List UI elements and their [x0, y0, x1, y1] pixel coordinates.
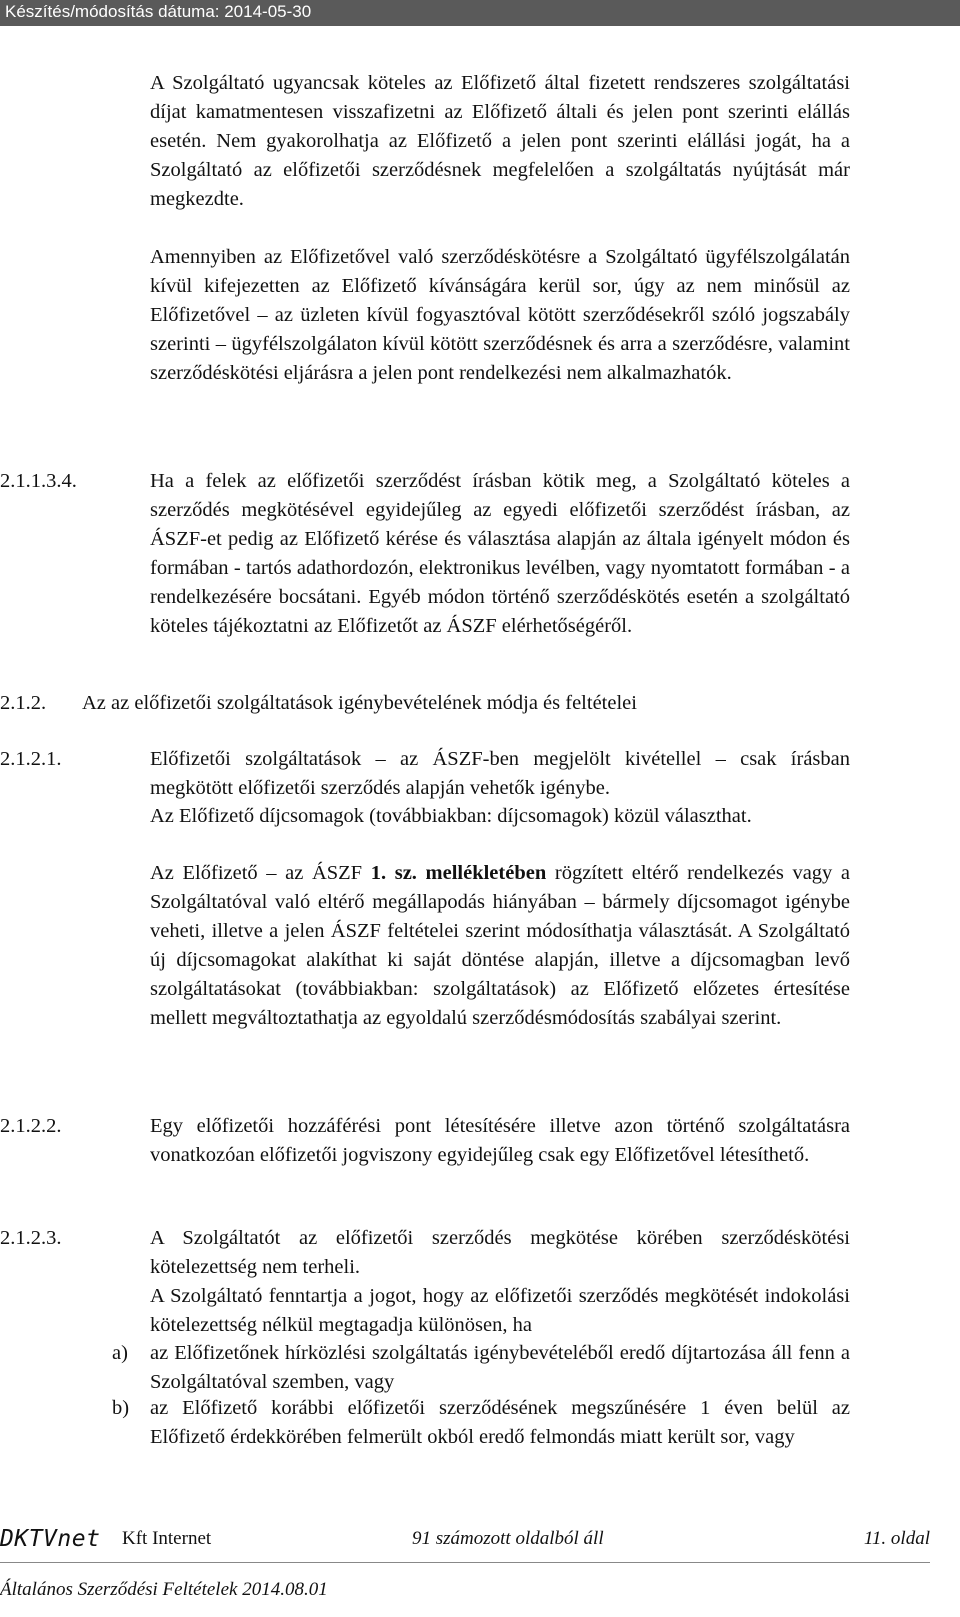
section-2-1-2-2: Egy előfizetői hozzáférési pont létesítésére illetve azon történő szolgáltatásra vonatkozóan előfizetői jogviszony egyidejűleg csak egy Előfizetővel létesíthető. — [150, 1115, 850, 1166]
section-2-1-2-3-a: A Szolgáltatót az előfizetői szerződés megkötése körében szerződéskötési kötelezettség nem terheli. — [150, 1227, 850, 1278]
section-2-1-2-1-a: Előfizetői szolgáltatások – az ÁSZF-ben megjelölt kivétellel – csak írásban megkötött előfizetői szerződés alapján vehetők igénybe. — [150, 748, 850, 799]
section-number: 2.1.2.1. — [0, 748, 62, 770]
page-count: 91 számozott oldalból áll — [412, 1528, 604, 1549]
section-2-1-2-1-b: Az Előfizető díjcsomagok (továbbiakban: díjcsomagok) közül választhat. — [150, 805, 752, 827]
section-number: 2.1.2. — [0, 692, 47, 714]
section-number: 2.1.2.2. — [0, 1115, 62, 1137]
page-footer — [0, 1524, 930, 1554]
section-2-1-2-3-b: A Szolgáltató fenntartja a jogot, hogy az előfizetői szerződés megkötését indokolási kötelezettség nélkül megtagadja különösen, ha — [150, 1285, 850, 1336]
brand-logo: DKTVnet — [0, 1526, 101, 1552]
list-item: az Előfizető korábbi előfizetői szerződésének megszűnésére 1 éven belül az Előfizető érdekkörében felmerült okból eredő felmondás miatt került sor, vagy — [150, 1397, 850, 1448]
paragraph-customer-service: Amennyiben az Előfizetővel való szerződéskötésre a Szolgáltató ügyfélszolgálatán kívül kifejezetten az Előfizető kívánságára kerül sor, úgy az nem minősül az Előfizetővel – az üzleten kívül fogyasztóval kötött szerződésekről szóló jogszabály szerinti – ügyfélszolgálaton kívül kötött szerződésnek és arra a szerződésre, valamint szerződéskötési eljárásra a jelen pont rendelkezési nem alkalmazhatók. — [150, 246, 850, 384]
document-title: Általános Szerződési Feltételek 2014.08.01 — [0, 1579, 328, 1600]
paragraph-refund: A Szolgáltató ugyancsak köteles az Előfizető által fizetett rendszeres szolgáltatási díjat kamatmentesen visszafizetni az Előfizető általi és jelen pont szerinti elállás esetén. Nem gyakorolhatja az Előfizető a jelen pont szerinti elállási jogát, ha a Szolgáltató az előfizetői szerződésnek megfelelően a szolgáltatás nyújtását már megkezdte. — [150, 72, 850, 210]
list-item: az Előfizetőnek hírközlési szolgáltatás igénybevételéből eredő díjtartozása áll fenn a Szolgáltatóval szemben, vagy — [150, 1342, 850, 1393]
list-label: b) — [112, 1397, 130, 1419]
header-date: Készítés/módosítás dátuma: 2014-05-30 — [5, 2, 312, 21]
footer-divider — [0, 1562, 930, 1563]
company-name: Kft Internet — [122, 1528, 212, 1549]
section-number: 2.1.2.3. — [0, 1227, 62, 1249]
section-title: Az az előfizetői szolgáltatások igénybevételének módja és feltételei — [82, 692, 637, 714]
page-number: 11. oldal — [863, 1528, 930, 1549]
section-2-1-1-3-4: Ha a felek az előfizetői szerződést írásban kötik meg, a Szolgáltató köteles a szerződés megkötésével egyidejűleg az egyedi előfizetői szerződést írásban, az ÁSZF-et pedig az Előfizető kérése és választása alapján az általa igényelt módon és formában - tartós adathordozón, elektronikus levélben, vagy nyomtatott formában - a rendelkezésére bocsátani. Egyéb módon történő szerződéskötés esetén a szolgáltató köteles tájékoztatni az Előfizetőt az ÁSZF elérhetőségéről. — [150, 470, 850, 637]
page-header — [0, 0, 960, 26]
section-2-1-2-1-c: Az Előfizető – az ÁSZF 1. sz. mellékletében rögzített eltérő rendelkezés vagy a Szolgáltatóval való eltérő megállapodás hiányában – bármely díjcsomagot igénybe veheti, illetve a jelen ÁSZF feltételei szerint módosíthatja választását. A Szolgáltató új díjcsomagokat alakíthat ki saját döntése alapján, illetve a díjcsomagban levő szolgáltatásokat (továbbiakban: szolgáltatások) az Előfizető előzetes értesítése mellett megváltoztathatja az egyoldalú szerződésmódosítás szabályai szerint. — [150, 862, 851, 1029]
list-label: a) — [112, 1342, 128, 1364]
section-number: 2.1.1.3.4. — [0, 470, 77, 492]
